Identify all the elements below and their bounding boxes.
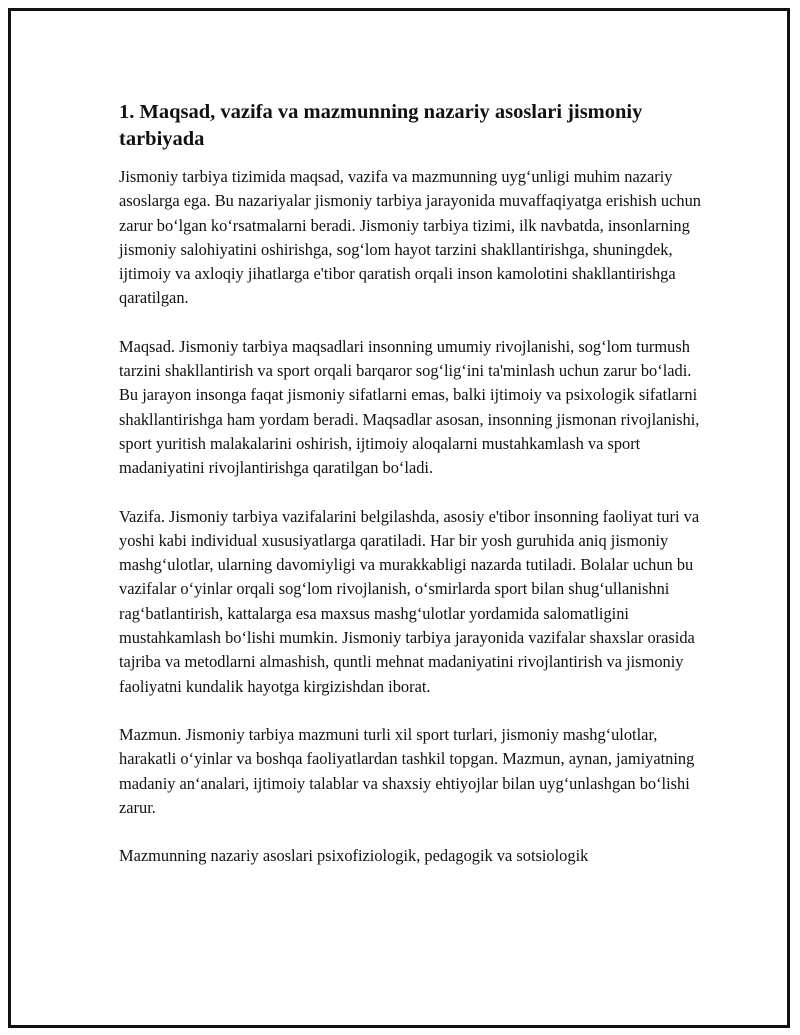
page-frame: [8, 8, 790, 1028]
paragraph-vazifa: Vazifa. Jismoniy tarbiya vazifalarini belgilashda, asosiy e'tibor insonning faoliyat turi va yoshi kabi individual xususiyatlarga qaratiladi. Har bir yosh guruhida aniq jismoniy mashg‘ulotlar, ularning davomiyligi va murakkabligi nazarda tutiladi. Bolalar uchun bu vazifalar o‘yinlar orqali sog‘lom rivojlanish, o‘smirlarda sport bilan shug‘ullanishni rag‘batlantirish, kattalarga esa maxsus mashg‘ulotlar yordamida salomatligini mustahkamlash bo‘lishi mumkin. Jismoniy tarbiya jarayonida vazifalar shaxslar orasida tajriba va metodlarni almashish, quntli mehnat madaniyatini rivojlantirish va jismoniy faoliyatni kundalik hayotga kirgizishdan iborat.: [119, 506, 700, 696]
paragraph-mazmun: Mazmun. Jismoniy tarbiya mazmuni turli xil sport turlari, jismoniy mashg‘ulotlar, harakatli o‘yinlar va boshqa faoliyatlardan tashkil topgan. Mazmun, aynan, jamiyatning madaniy an‘analari, ijtimoiy talablar va shaxsiy ehtiyojlar bilan uyg‘unlashgan bo‘lishi zarur.: [119, 724, 695, 817]
paragraph-intro: Jismoniy tarbiya tizimida maqsad, vazifa va mazmunning uyg‘unligi muhim nazariy asoslarga ega. Bu nazariyalar jismoniy tarbiya jarayonida muvaffaqiyatga erishish uchun zarur bo‘lgan ko‘rsatmalarni beradi. Jismoniy tarbiya tizimi, ilk navbatda, insonlarning jismoniy salohiyatini oshirishga, sog‘lom hayot tarzini shakllantirishga, shuningdek, ijtimoiy va axloqiy jihatlarga e'tibor qaratish orqali inson kamolotini shakllantirishga qaratilgan.: [119, 167, 701, 308]
document-body: [119, 99, 709, 892]
paragraph-nazariy-asoslar: Mazmunning nazariy asoslari psixofiziologik, pedagogik va sotsiologik: [119, 846, 589, 866]
paragraph-maqsad: Maqsad. Jismoniy tarbiya maqsadlari insonning umumiy rivojlanishi, sog‘lom turmush tarzini shakllantirish va sport orqali barqaror sog‘lig‘ini ta'minlash uchun zarur bo‘ladi. Bu jarayon insonga faqat jismoniy sifatlarni emas, balki ijtimoiy va psixologik sifatlarni shakllantirishga ham yordam beradi. Maqsadlar asosan, insonning jismonan rivojlanishi, sport yuritish malakalarini oshirish, ijtimoiy aloqalarni mustahkamlash va sport madaniyatini rivojlantirishga qaratilgan bo‘ladi.: [119, 336, 700, 478]
section-heading: 1. Maqsad, vazifa va mazmunning nazariy asoslari jismoniy tarbiyada: [119, 101, 643, 150]
